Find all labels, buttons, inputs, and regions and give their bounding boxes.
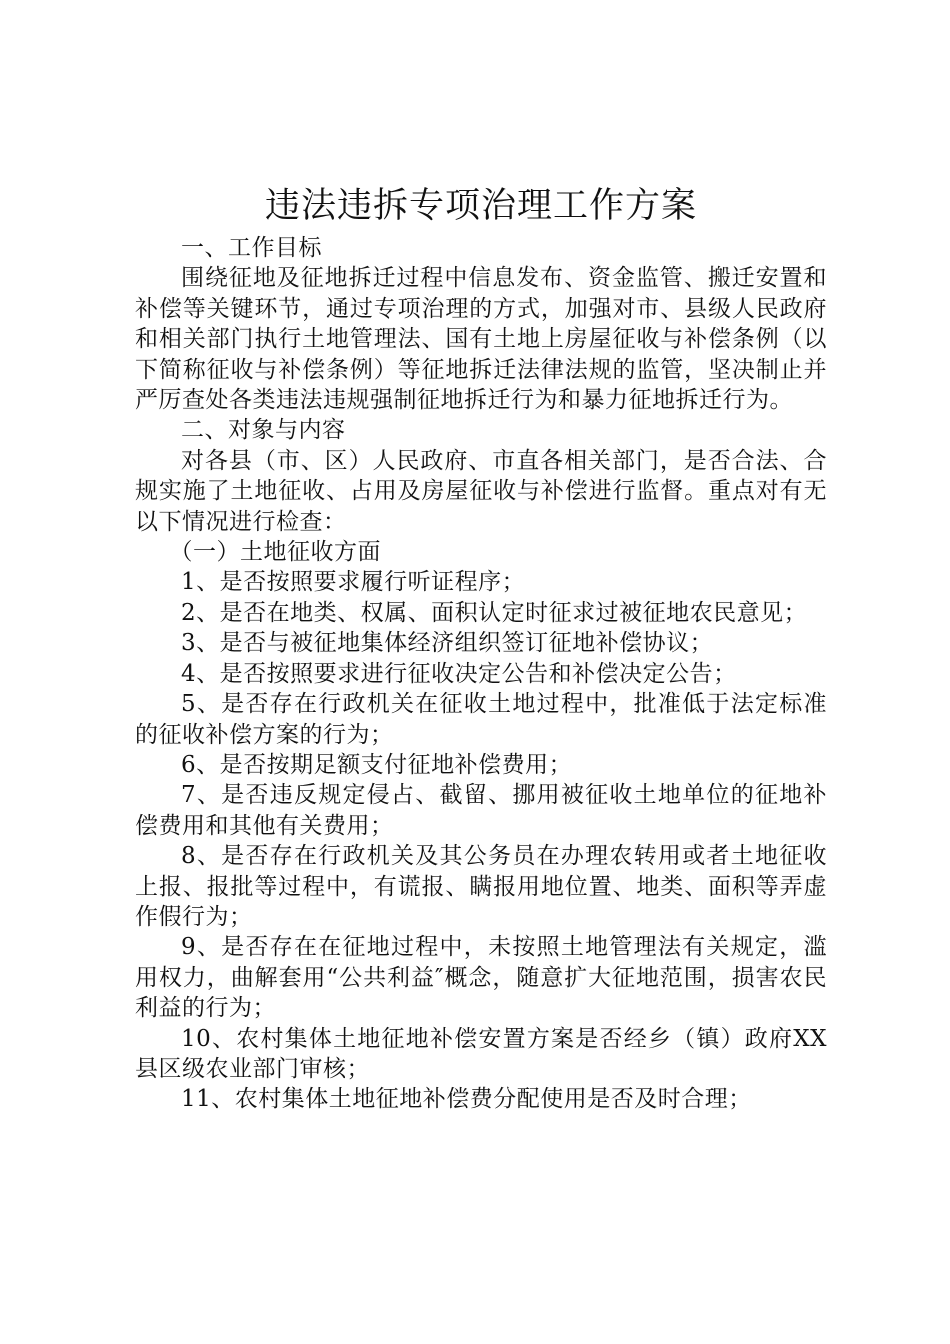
section-heading: 二、对象与内容 — [181, 417, 346, 444]
list-item: 4、是否按照要求进行征收决定公告和补偿决定公告； — [181, 660, 737, 687]
document-body — [135, 233, 827, 1115]
list-item: 10、农村集体土地征地补偿安置方案是否经乡（镇）政府XX县区级农业部门审核； — [135, 1025, 827, 1082]
list-item: 5、是否存在行政机关在征收土地过程中，批准低于法定标准的征收补偿方案的行为； — [135, 691, 827, 748]
subsection-heading: （一）土地征收方面 — [169, 539, 381, 566]
list-item: 2、是否在地类、权属、面积认定时征求过被征地农民意见； — [181, 599, 808, 626]
list-item: 1、是否按照要求履行听证程序； — [181, 569, 526, 596]
section-heading: 一、工作目标 — [181, 235, 322, 261]
list-item: 3、是否与被征地集体经济组织签订征地补偿协议； — [181, 630, 714, 657]
list-item: 8、是否存在行政机关及其公务员在办理农转用或者土地征收上报、报批等过程中，有谎报、瞒报用地位置、地类、面积等弄虚作假行为； — [135, 843, 827, 930]
list-item: 11、农村集体土地征地补偿费分配使用是否及时合理； — [181, 1086, 752, 1113]
list-item: 9、是否存在在征地过程中，未按照土地管理法有关规定，滥用权力，曲解套用“公共利益″概念，随意扩大征地范围，损害农民利益的行为； — [135, 934, 827, 1022]
paragraph: 围绕征地及征地拆迁过程中信息发布、资金监管、搬迁安置和补偿等关键环节，通过专项治理的方式，加强对市、县级人民政府和相关部门执行土地管理法、国有土地上房屋征收与补偿条例（以下简称征收与补偿条例）等征地拆迁法律法规的监管，坚决制止并严厉查处各类违法违规强制征地拆迁行为和暴力征地拆迁行为。 — [135, 265, 827, 414]
paragraph: 对各县（市、区）人民政府、市直各相关部门，是否合法、合规实施了土地征收、占用及房屋征收与补偿进行监督。重点对有无以下情况进行检查： — [135, 447, 827, 535]
list-item: 6、是否按期足额支付征地补偿费用； — [181, 751, 573, 778]
document-title: 违法违拆专项治理工作方案 — [264, 186, 697, 226]
list-item: 7、是否违反规定侵占、截留、挪用被征收土地单位的征地补偿费用和其他有关费用； — [135, 782, 827, 839]
